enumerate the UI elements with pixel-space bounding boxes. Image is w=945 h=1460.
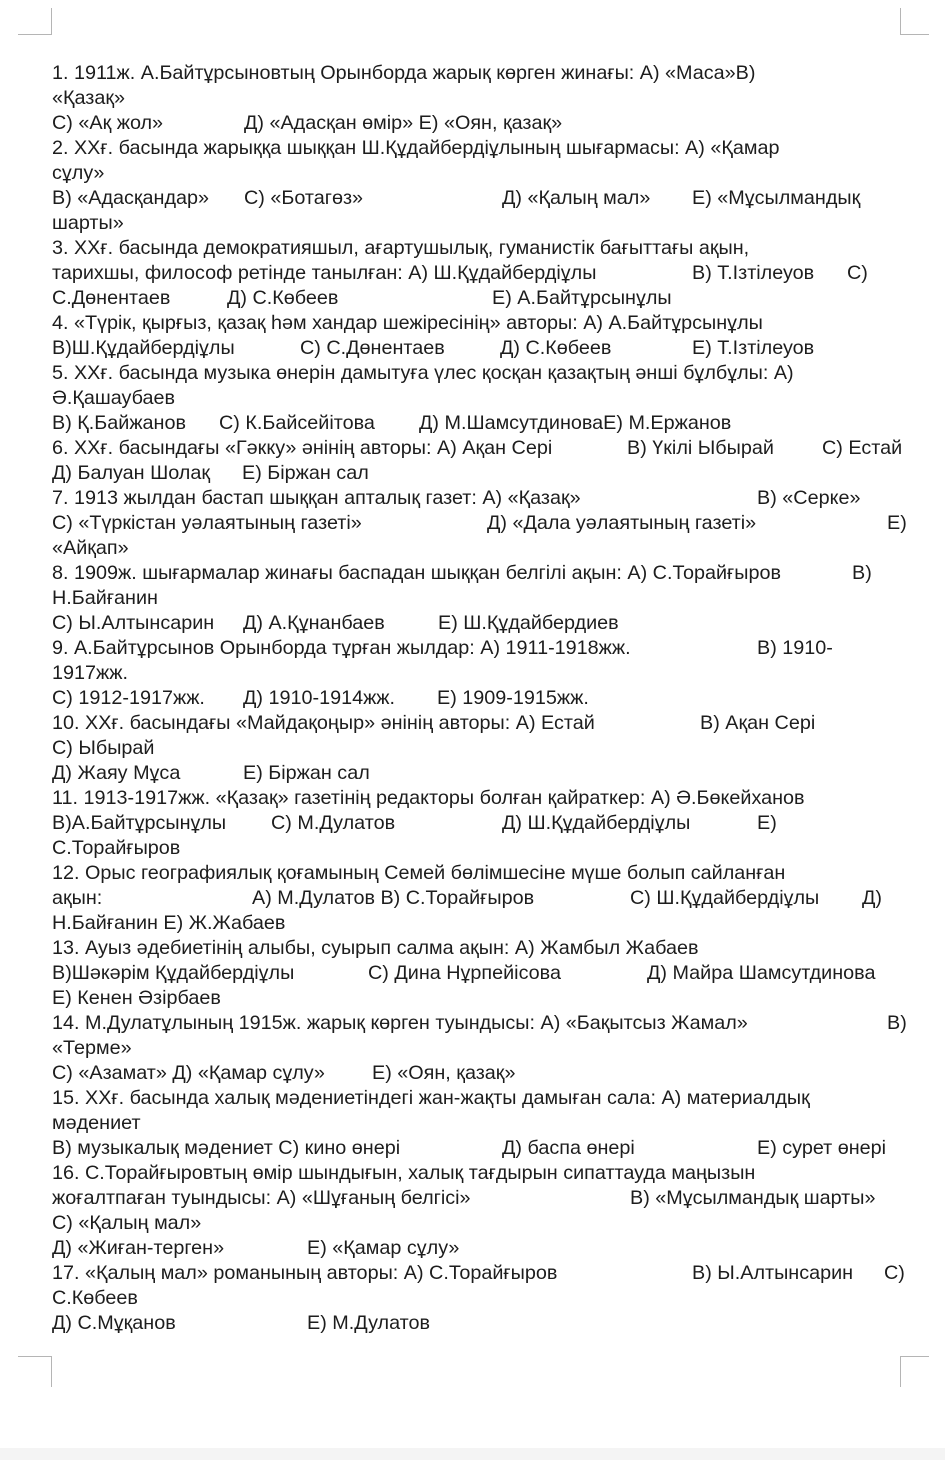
question-text: Е) Біржан сал bbox=[242, 462, 369, 484]
question-text: Д) С.Мұқанов bbox=[52, 1312, 176, 1334]
question-text: Е) А.Байтұрсынұлы bbox=[492, 287, 672, 309]
question-text: С) Естай bbox=[822, 437, 903, 459]
question-text: В)Ш.Құдайбердіұлы bbox=[52, 337, 235, 359]
question-text: Д) Ш.Құдайбердіұлы bbox=[502, 812, 691, 834]
question-text: С) Ш.Құдайбердіұлы bbox=[630, 887, 820, 909]
question-text: Е) «Қамар сұлу» bbox=[307, 1237, 460, 1259]
question-line bbox=[52, 936, 912, 961]
question-text: сұлу» bbox=[52, 162, 105, 184]
question-line bbox=[52, 236, 912, 261]
question-text: Е) Ш.Құдайбердиев bbox=[438, 612, 619, 634]
question-text: Д) «Адасқан өмір» Е) «Оян, қазақ» bbox=[244, 112, 563, 134]
question-line bbox=[52, 111, 912, 136]
question-line bbox=[52, 1186, 912, 1211]
question-line bbox=[52, 586, 912, 611]
question-line bbox=[52, 1286, 912, 1311]
question-line bbox=[52, 336, 912, 361]
question-text: Д) М.ШамсутдиноваЕ) М.Ержанов bbox=[419, 412, 732, 434]
question-text: шарты» bbox=[52, 212, 124, 234]
question-text: В) Ы.Алтынсарин bbox=[692, 1262, 854, 1284]
question-text: С) 1912-1917жж. bbox=[52, 687, 205, 709]
question-line bbox=[52, 711, 912, 736]
question-text: 13. Ауыз әдебиетінің алыбы, суырып салма ақын: А) Жамбыл Жабаев bbox=[52, 937, 699, 959]
question-text: Д) А.Құнанбаев bbox=[243, 612, 385, 634]
question-line bbox=[52, 86, 912, 111]
question-text: мәдениет bbox=[52, 1112, 141, 1134]
question-item bbox=[52, 236, 912, 311]
question-text: С) Ы.Алтынсарин bbox=[52, 612, 215, 634]
question-text: 5. ХХғ. басында музыка өнерін дамытуға үлес қосқан қазақтың әнші бұлбұлы: А) bbox=[52, 362, 794, 384]
question-text: А) М.Дулатов В) С.Торайғыров bbox=[252, 887, 535, 909]
question-line bbox=[52, 511, 912, 536]
question-line bbox=[52, 886, 912, 911]
question-line bbox=[52, 536, 912, 561]
question-text: 1917жж. bbox=[52, 662, 128, 684]
question-text: С) «Ботагөз» bbox=[244, 187, 364, 209]
question-text: В) Т.Ізтілеуов bbox=[692, 262, 815, 284]
question-line bbox=[52, 1086, 912, 1111]
question-line bbox=[52, 211, 912, 236]
question-text: В) «Мұсылмандық шарты» bbox=[630, 1187, 876, 1209]
question-item bbox=[52, 861, 912, 936]
question-text: С) К.Байсейітова bbox=[219, 412, 375, 434]
question-text: С.Торайғыров bbox=[52, 837, 181, 859]
question-line bbox=[52, 1161, 912, 1186]
question-text: С) bbox=[884, 1262, 905, 1284]
question-line bbox=[52, 361, 912, 386]
question-text: С.Дөнентаев bbox=[52, 287, 171, 309]
question-text: Е) 1909-1915жж. bbox=[437, 687, 589, 709]
question-line bbox=[52, 686, 912, 711]
question-text: Е) «Мұсылмандық bbox=[692, 187, 861, 209]
question-line bbox=[52, 761, 912, 786]
question-text: тарихшы, философ ретінде танылған: А) Ш.Құдайбердіұлы bbox=[52, 262, 597, 284]
question-text: Н.Байғанин Е) Ж.Жабаев bbox=[52, 912, 286, 934]
question-line bbox=[52, 136, 912, 161]
question-line bbox=[52, 911, 912, 936]
question-text: «Қазақ» bbox=[52, 87, 126, 109]
question-line bbox=[52, 986, 912, 1011]
question-line bbox=[52, 1236, 912, 1261]
question-text: С) «Ақ жол» bbox=[52, 112, 164, 134]
question-line bbox=[52, 811, 912, 836]
question-item bbox=[52, 711, 912, 786]
question-line bbox=[52, 611, 912, 636]
question-text: 12. Орыс географиялық қоғамының Семей бөлімшесіне мүше болып сайланған bbox=[52, 862, 786, 884]
question-text: Е) М.Дулатов bbox=[307, 1312, 430, 1334]
question-line bbox=[52, 286, 912, 311]
question-text: С) Ыбырай bbox=[52, 737, 155, 759]
question-text: Е) «Оян, қазақ» bbox=[372, 1062, 516, 1084]
question-text: Д) С.Көбеев bbox=[227, 287, 339, 309]
question-item bbox=[52, 636, 912, 711]
question-text: 15. ХХғ. басында халық мәдениетіндегі жан-жақты дамыған сала: А) материалдық bbox=[52, 1087, 810, 1109]
question-item bbox=[52, 786, 912, 861]
question-text: Д) баспа өнері bbox=[502, 1137, 635, 1159]
question-text: Е) Кенен Әзірбаев bbox=[52, 987, 221, 1009]
question-line bbox=[52, 861, 912, 886]
question-text: 7. 1913 жылдан бастап шыққан апталық газет: А) «Қазақ» bbox=[52, 487, 581, 509]
question-text: В) bbox=[887, 1012, 907, 1034]
question-line bbox=[52, 786, 912, 811]
question-line bbox=[52, 1011, 912, 1036]
question-line bbox=[52, 736, 912, 761]
question-item bbox=[52, 1011, 912, 1086]
page-corner-mark-bottom-right bbox=[900, 1356, 929, 1387]
question-line bbox=[52, 61, 912, 86]
question-line bbox=[52, 1311, 912, 1336]
question-item bbox=[52, 936, 912, 1011]
question-text: В)Шәкәрім Құдайбердіұлы bbox=[52, 962, 295, 984]
question-text: Е) Т.Ізтілеуов bbox=[692, 337, 815, 359]
question-item bbox=[52, 561, 912, 636]
question-line bbox=[52, 1111, 912, 1136]
question-text: 3. ХХғ. басында демократияшыл, ағартушылық, гуманистік бағыттағы ақын, bbox=[52, 237, 750, 259]
question-text: «Айқап» bbox=[52, 537, 129, 559]
question-text: В) «Серке» bbox=[757, 487, 861, 509]
question-line bbox=[52, 461, 912, 486]
question-text: 11. 1913-1917жж. «Қазақ» газетінің редакторы болған қайраткер: А) Ә.Бөкейханов bbox=[52, 787, 805, 809]
question-text: Д) Жаяу Мұса bbox=[52, 762, 181, 784]
question-text: Д) «Қалың мал» bbox=[502, 187, 651, 209]
question-line bbox=[52, 636, 912, 661]
question-item bbox=[52, 136, 912, 236]
question-text: С) «Түркістан уәлаятының газеті» bbox=[52, 512, 362, 534]
question-line bbox=[52, 1136, 912, 1161]
question-text: 1. 1911ж. А.Байтұрсыновтың Орынборда жарық көрген жинағы: А) «Маса»В) bbox=[52, 62, 756, 84]
question-text: 2. ХХғ. басында жарыққа шыққан Ш.Құдайбердіұлының шығармасы: А) «Қамар bbox=[52, 137, 780, 159]
question-text: 16. С.Торайғыровтың өмір шындығын, халық тағдырын сипаттауда маңызын bbox=[52, 1162, 756, 1184]
question-line bbox=[52, 486, 912, 511]
question-text: Д) 1910-1914жж. bbox=[243, 687, 396, 709]
question-text: В) «Адасқандар» bbox=[52, 187, 210, 209]
question-text: Е) bbox=[887, 512, 907, 534]
question-text: 4. «Түрік, қырғыз, қазақ һәм хандар шежіресінің» авторы: А) А.Байтұрсынұлы bbox=[52, 312, 763, 334]
question-list bbox=[52, 61, 912, 1336]
question-text: Ә.Қашаубаев bbox=[52, 387, 176, 409]
question-line bbox=[52, 411, 912, 436]
question-text: Е) сурет өнері bbox=[757, 1137, 887, 1159]
question-line bbox=[52, 1061, 912, 1086]
question-line bbox=[52, 311, 912, 336]
page-bottom-edge bbox=[0, 1448, 945, 1460]
question-item bbox=[52, 1086, 912, 1161]
question-text: Д) «Дала уәлаятының газеті» bbox=[487, 512, 757, 534]
question-text: Д) «Жиған-терген» bbox=[52, 1237, 225, 1259]
question-text: В) bbox=[852, 562, 872, 584]
question-item bbox=[52, 1261, 912, 1336]
question-text: Н.Байғанин bbox=[52, 587, 158, 609]
question-text: «Терме» bbox=[52, 1037, 132, 1059]
question-text: С) «Қалың мал» bbox=[52, 1212, 202, 1234]
page-corner-mark-bottom-left bbox=[18, 1356, 52, 1387]
page-corner-mark-top-left bbox=[18, 8, 52, 35]
question-text: 6. ХХғ. басындағы «Гәкку» әнінің авторы: А) Ақан Сері bbox=[52, 437, 553, 459]
question-line bbox=[52, 836, 912, 861]
question-text: 10. ХХғ. басындағы «Майдақоңыр» әнінің авторы: А) Естай bbox=[52, 712, 595, 734]
question-text: В) Үкілі Ыбырай bbox=[627, 437, 774, 459]
question-text: Д) Балуан Шолақ bbox=[52, 462, 210, 484]
question-item bbox=[52, 361, 912, 436]
question-text: В) Ақан Сері bbox=[700, 712, 816, 734]
question-item bbox=[52, 311, 912, 361]
question-item bbox=[52, 61, 912, 136]
question-line bbox=[52, 1036, 912, 1061]
question-text: В)А.Байтұрсынұлы bbox=[52, 812, 227, 834]
question-text: В) музыкалық мәдениет С) кино өнері bbox=[52, 1137, 401, 1159]
question-text: 14. М.Дулатұлының 1915ж. жарық көрген туындысы: А) «Бақытсыз Жамал» bbox=[52, 1012, 748, 1034]
question-text: С) М.Дулатов bbox=[271, 812, 396, 834]
question-text: В) Қ.Байжанов bbox=[52, 412, 186, 434]
question-text: С.Көбеев bbox=[52, 1287, 138, 1309]
question-text: жоғалтпаған туындысы: А) «Шұғаның белгісі» bbox=[52, 1187, 471, 1209]
question-text: Д) С.Көбеев bbox=[500, 337, 612, 359]
question-text: С) С.Дөнентаев bbox=[300, 337, 445, 359]
question-item bbox=[52, 486, 912, 561]
question-text: 8. 1909ж. шығармалар жинағы баспадан шыққан белгілі ақын: А) С.Торайғыров bbox=[52, 562, 781, 584]
question-line bbox=[52, 561, 912, 586]
question-text: ақын: bbox=[52, 887, 103, 909]
page-corner-mark-top-right bbox=[900, 8, 929, 35]
question-text: Д) bbox=[862, 887, 882, 909]
question-text: С) Дина Нұрпейісова bbox=[368, 962, 561, 984]
question-line bbox=[52, 161, 912, 186]
question-text: В) 1910- bbox=[757, 637, 833, 659]
question-text: Е) Біржан сал bbox=[243, 762, 370, 784]
question-text: 9. А.Байтұрсынов Орынборда тұрған жылдар: А) 1911-1918жж. bbox=[52, 637, 631, 659]
question-text: С) «Азамат» Д) «Қамар сұлу» bbox=[52, 1062, 325, 1084]
question-text: Д) Майра Шамсутдинова bbox=[647, 962, 876, 984]
question-line bbox=[52, 436, 912, 461]
question-line bbox=[52, 261, 912, 286]
question-line bbox=[52, 1261, 912, 1286]
question-item bbox=[52, 1161, 912, 1261]
question-line bbox=[52, 961, 912, 986]
question-line bbox=[52, 661, 912, 686]
question-line bbox=[52, 386, 912, 411]
question-text: С) bbox=[847, 262, 868, 284]
question-text: 17. «Қалың мал» романының авторы: А) С.Торайғыров bbox=[52, 1262, 558, 1284]
question-item bbox=[52, 436, 912, 486]
question-text: Е) bbox=[757, 812, 777, 834]
question-line bbox=[52, 1211, 912, 1236]
question-line bbox=[52, 186, 912, 211]
